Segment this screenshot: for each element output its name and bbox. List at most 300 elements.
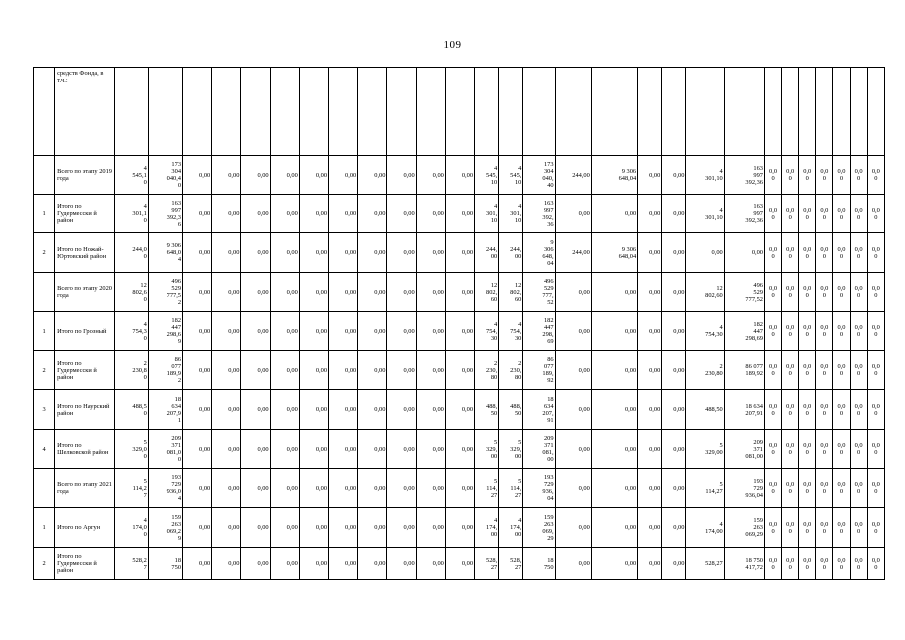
value-cell: 0,00 [591, 273, 637, 312]
value-cell: 0,00 [591, 390, 637, 430]
table-row [34, 469, 885, 508]
table-body [34, 68, 885, 580]
value-cell: 0,00 [183, 508, 212, 548]
value-cell: 0,00 [387, 469, 416, 508]
value-cell: 0,0 0 [799, 469, 816, 508]
row-name-cell: Итого по Грозный [55, 312, 114, 351]
value-cell: 5 329, 00 [475, 430, 499, 469]
value-cell: 4 174, 00 [499, 508, 523, 548]
value-cell: 0,00 [241, 548, 270, 580]
value-cell: 0,0 0 [867, 390, 884, 430]
value-cell: 0,0 0 [782, 469, 799, 508]
value-cell: 0,00 [638, 195, 662, 233]
value-cell: 4 174,00 [686, 508, 724, 548]
value-cell: 0,0 0 [867, 233, 884, 273]
value-cell: 0,00 [591, 548, 637, 580]
value-cell: 0,00 [358, 548, 387, 580]
table-row [34, 273, 885, 312]
value-cell: 0,0 0 [833, 156, 850, 195]
value-cell: 0,00 [591, 195, 637, 233]
value-cell: 0,0 0 [833, 273, 850, 312]
table-row [34, 508, 885, 548]
value-cell: 159 263 069, 29 [523, 508, 555, 548]
value-cell: 0,00 [662, 469, 686, 508]
value-cell: 0,0 0 [799, 548, 816, 580]
value-cell: 0,0 0 [816, 548, 833, 580]
value-cell: 244, 00 [499, 233, 523, 273]
row-number-cell: 1 [34, 195, 55, 233]
value-cell: 0,00 [329, 430, 358, 469]
value-cell: 4 174,0 0 [114, 508, 148, 548]
value-cell: 0,00 [358, 469, 387, 508]
value-cell: 0,0 0 [799, 508, 816, 548]
value-cell: 0,00 [212, 156, 241, 195]
value-cell: 0,0 0 [782, 548, 799, 580]
value-cell: 0,00 [555, 195, 591, 233]
value-cell: 0,0 0 [782, 390, 799, 430]
value-cell: 0,00 [329, 469, 358, 508]
value-cell: 0,0 0 [833, 312, 850, 351]
value-cell: 0,00 [662, 273, 686, 312]
value-cell: 0,00 [662, 156, 686, 195]
row-name-cell: Итого по Аргун [55, 508, 114, 548]
value-cell: 0,00 [299, 156, 328, 195]
row-number-cell: 2 [34, 233, 55, 273]
value-cell: 0,00 [638, 233, 662, 273]
value-cell: 0,00 [183, 430, 212, 469]
value-cell: 0,00 [662, 548, 686, 580]
row-name-cell: Итого по Наурский район [55, 390, 114, 430]
value-cell: 2 230,8 0 [114, 351, 148, 390]
value-cell: 0,00 [183, 273, 212, 312]
row-number-cell [34, 273, 55, 312]
value-cell: 0,00 [555, 390, 591, 430]
value-cell: 488, 50 [499, 390, 523, 430]
row-name-cell: Всего по этапу 2020 года [55, 273, 114, 312]
value-cell: 0,0 0 [833, 195, 850, 233]
value-cell: 4 754,30 [686, 312, 724, 351]
value-cell: 0,00 [270, 390, 299, 430]
row-name-cell: средств Фонда, в т.ч.: [55, 68, 114, 156]
value-cell: 4 301, 10 [499, 195, 523, 233]
value-cell: 0,0 0 [782, 351, 799, 390]
table-row-header [34, 68, 885, 156]
funding-table [33, 67, 885, 580]
value-cell: 0,00 [591, 312, 637, 351]
value-cell: 0,00 [445, 273, 474, 312]
value-cell: 4 754, 30 [499, 312, 523, 351]
value-cell: 0,0 0 [782, 508, 799, 548]
value-cell: 0,00 [387, 390, 416, 430]
page-number: 109 [443, 39, 462, 51]
value-cell: 0,00 [270, 508, 299, 548]
value-cell: 0,00 [555, 273, 591, 312]
value-cell: 4 545,1 0 [114, 156, 148, 195]
value-cell: 0,0 0 [850, 156, 867, 195]
row-number-cell: 2 [34, 548, 55, 580]
row-name-cell: Всего по этапу 2019 года [55, 156, 114, 195]
value-cell: 0,00 [387, 233, 416, 273]
row-number-cell: 4 [34, 430, 55, 469]
value-cell: 163 997 392,36 [724, 156, 764, 195]
value-cell: 0,0 0 [782, 233, 799, 273]
value-cell: 0,00 [212, 390, 241, 430]
value-cell: 193 729 936,04 [724, 469, 764, 508]
value-cell: 488, 50 [475, 390, 499, 430]
value-cell: 0,0 0 [765, 273, 782, 312]
value-cell: 0,0 0 [799, 233, 816, 273]
value-cell: 5 114,2 7 [114, 469, 148, 508]
value-cell: 0,00 [270, 273, 299, 312]
value-cell: 0,0 0 [867, 508, 884, 548]
value-cell: 0,00 [662, 233, 686, 273]
value-cell: 0,00 [416, 195, 445, 233]
value-cell: 2 230, 80 [499, 351, 523, 390]
value-cell: 0,0 0 [850, 548, 867, 580]
value-cell: 0,00 [212, 548, 241, 580]
value-cell: 0,00 [387, 430, 416, 469]
row-name-cell: Итого по Шелковской район [55, 430, 114, 469]
value-cell: 0,00 [299, 469, 328, 508]
value-cell: 0,0 0 [765, 390, 782, 430]
row-name-cell: Итого по Гудермесски й район [55, 351, 114, 390]
value-cell: 0,00 [358, 233, 387, 273]
value-cell: 0,0 0 [816, 273, 833, 312]
value-cell: 0,0 0 [782, 312, 799, 351]
value-cell: 163 997 392,36 [724, 195, 764, 233]
value-cell: 0,0 0 [816, 312, 833, 351]
value-cell: 0,00 [329, 508, 358, 548]
value-cell: 18 634 207, 91 [523, 390, 555, 430]
value-cell: 0,00 [416, 508, 445, 548]
value-cell: 4 754,3 0 [114, 312, 148, 351]
value-cell: 5 114,27 [686, 469, 724, 508]
value-cell: 0,00 [445, 430, 474, 469]
value-cell: 0,00 [329, 390, 358, 430]
value-cell: 0,00 [270, 548, 299, 580]
value-cell: 18 750 [148, 548, 182, 580]
value-cell: 0,00 [638, 351, 662, 390]
value-cell: 9 306 648,04 [591, 156, 637, 195]
value-cell: 0,0 0 [816, 430, 833, 469]
value-cell: 2 230,80 [686, 351, 724, 390]
value-cell: 0,00 [445, 195, 474, 233]
value-cell: 244,00 [555, 156, 591, 195]
value-cell: 0,0 0 [816, 390, 833, 430]
value-cell: 0,0 0 [765, 469, 782, 508]
value-cell: 0,00 [555, 430, 591, 469]
value-cell: 0,00 [212, 351, 241, 390]
value-cell: 0,00 [212, 469, 241, 508]
value-cell: 0,00 [445, 548, 474, 580]
value-cell: 0,00 [555, 508, 591, 548]
value-cell: 0,00 [387, 548, 416, 580]
value-cell: 244,00 [555, 233, 591, 273]
value-cell: 0,0 0 [850, 312, 867, 351]
value-cell: 0,00 [591, 508, 637, 548]
value-cell: 0,0 0 [867, 548, 884, 580]
value-cell: 0,00 [241, 430, 270, 469]
row-name-cell: Итого по Гудермесски й район [55, 548, 114, 580]
value-cell: 0,0 0 [816, 195, 833, 233]
value-cell: 193 729 936, 04 [523, 469, 555, 508]
value-cell: 0,00 [270, 469, 299, 508]
value-cell: 0,00 [183, 233, 212, 273]
value-cell: 0,00 [662, 508, 686, 548]
value-cell: 0,0 0 [782, 273, 799, 312]
table-row [34, 195, 885, 233]
value-cell: 0,00 [299, 351, 328, 390]
value-cell: 4 545, 10 [499, 156, 523, 195]
value-cell: 4 545, 10 [475, 156, 499, 195]
value-cell: 0,0 0 [850, 469, 867, 508]
value-cell: 5 329,00 [686, 430, 724, 469]
value-cell: 0,00 [299, 430, 328, 469]
value-cell: 0,0 0 [799, 273, 816, 312]
value-cell: 0,0 0 [850, 233, 867, 273]
value-cell: 182 447 298, 69 [523, 312, 555, 351]
value-cell: 0,0 0 [816, 469, 833, 508]
table-row [34, 548, 885, 580]
value-cell: 163 997 392, 36 [523, 195, 555, 233]
value-cell: 496 529 777, 52 [523, 273, 555, 312]
value-cell: 0,0 0 [782, 195, 799, 233]
value-cell: 0,00 [638, 508, 662, 548]
value-cell: 0,00 [358, 508, 387, 548]
value-cell: 0,0 0 [867, 156, 884, 195]
value-cell: 0,00 [662, 351, 686, 390]
value-cell: 0,00 [416, 430, 445, 469]
value-cell: 0,0 0 [850, 273, 867, 312]
value-cell: 0,00 [638, 312, 662, 351]
value-cell: 0,00 [662, 390, 686, 430]
value-cell: 0,00 [416, 351, 445, 390]
row-name-cell: Итого по Гудермесски й район [55, 195, 114, 233]
value-cell: 0,0 0 [833, 233, 850, 273]
value-cell: 488,5 0 [114, 390, 148, 430]
value-cell: 244, 00 [475, 233, 499, 273]
value-cell: 12 802,6 0 [114, 273, 148, 312]
value-cell: 0,00 [555, 312, 591, 351]
value-cell: 0,00 [329, 195, 358, 233]
value-cell: 0,00 [329, 548, 358, 580]
value-cell: 0,0 0 [799, 430, 816, 469]
value-cell: 0,0 0 [765, 156, 782, 195]
value-cell: 0,0 0 [765, 195, 782, 233]
value-cell: 0,00 [183, 312, 212, 351]
value-cell: 0,0 0 [833, 390, 850, 430]
value-cell: 0,00 [445, 469, 474, 508]
value-cell: 4 754, 30 [475, 312, 499, 351]
value-cell: 0,00 [638, 469, 662, 508]
table-row [34, 233, 885, 273]
value-cell: 0,0 0 [867, 469, 884, 508]
value-cell: 0,00 [270, 312, 299, 351]
value-cell: 0,0 0 [867, 195, 884, 233]
table-row [34, 312, 885, 351]
value-cell: 0,0 0 [833, 508, 850, 548]
value-cell: 0,00 [183, 351, 212, 390]
value-cell: 0,00 [638, 548, 662, 580]
value-cell: 0,0 0 [867, 351, 884, 390]
value-cell: 0,00 [299, 233, 328, 273]
value-cell: 0,00 [591, 351, 637, 390]
value-cell: 0,00 [183, 195, 212, 233]
value-cell: 5 329, 00 [499, 430, 523, 469]
value-cell: 0,0 0 [765, 548, 782, 580]
value-cell: 0,0 0 [765, 233, 782, 273]
value-cell: 0,0 0 [833, 351, 850, 390]
value-cell: 0,00 [358, 430, 387, 469]
value-cell: 0,00 [555, 469, 591, 508]
value-cell: 0,0 0 [867, 273, 884, 312]
value-cell: 0,0 0 [816, 508, 833, 548]
value-cell: 0,0 0 [765, 508, 782, 548]
value-cell: 0,0 0 [816, 156, 833, 195]
value-cell: 0,00 [591, 430, 637, 469]
value-cell: 0,00 [555, 548, 591, 580]
value-cell: 0,0 0 [816, 351, 833, 390]
value-cell: 0,00 [358, 273, 387, 312]
value-cell: 0,0 0 [765, 430, 782, 469]
value-cell: 0,00 [241, 508, 270, 548]
value-cell: 5 114, 27 [499, 469, 523, 508]
value-cell: 0,0 0 [799, 390, 816, 430]
value-cell: 0,00 [329, 351, 358, 390]
value-cell: 18 750 [523, 548, 555, 580]
table-row [34, 390, 885, 430]
row-number-cell [34, 156, 55, 195]
value-cell: 0,00 [445, 351, 474, 390]
value-cell: 0,0 0 [867, 430, 884, 469]
value-cell: 0,00 [241, 273, 270, 312]
value-cell: 0,00 [416, 233, 445, 273]
value-cell: 4 301,10 [686, 195, 724, 233]
value-cell: 86 077 189,92 [724, 351, 764, 390]
value-cell: 0,00 [387, 351, 416, 390]
value-cell: 2 230, 80 [475, 351, 499, 390]
value-cell: 0,00 [329, 273, 358, 312]
value-cell: 0,0 0 [782, 156, 799, 195]
value-cell: 0,0 0 [833, 548, 850, 580]
value-cell: 0,00 [241, 195, 270, 233]
value-cell: 12 802, 60 [499, 273, 523, 312]
value-cell: 0,00 [662, 312, 686, 351]
value-cell: 0,00 [724, 233, 764, 273]
row-name-cell: Итого по Ножай-Юртовский район [55, 233, 114, 273]
value-cell: 0,00 [662, 430, 686, 469]
value-cell: 0,00 [212, 312, 241, 351]
value-cell: 0,00 [638, 273, 662, 312]
value-cell: 182 447 298,6 9 [148, 312, 182, 351]
value-cell: 0,00 [358, 312, 387, 351]
value-cell: 0,00 [270, 195, 299, 233]
value-cell: 0,00 [212, 233, 241, 273]
value-cell: 0,00 [445, 156, 474, 195]
value-cell: 0,00 [183, 390, 212, 430]
value-cell: 163 997 392,3 6 [148, 195, 182, 233]
value-cell: 193 729 936,0 4 [148, 469, 182, 508]
value-cell: 0,00 [638, 430, 662, 469]
value-cell: 0,00 [638, 390, 662, 430]
value-cell: 0,00 [270, 233, 299, 273]
value-cell: 209 371 081,0 0 [148, 430, 182, 469]
value-cell: 0,00 [387, 273, 416, 312]
value-cell: 0,00 [445, 390, 474, 430]
value-cell: 0,0 0 [833, 469, 850, 508]
value-cell: 209 371 081, 00 [523, 430, 555, 469]
value-cell: 0,00 [591, 469, 637, 508]
value-cell: 0,00 [445, 233, 474, 273]
value-cell: 0,00 [416, 390, 445, 430]
value-cell: 0,0 0 [799, 195, 816, 233]
value-cell: 0,00 [387, 156, 416, 195]
value-cell: 0,00 [445, 508, 474, 548]
value-cell: 0,00 [241, 312, 270, 351]
value-cell: 0,0 0 [799, 156, 816, 195]
value-cell: 0,00 [299, 548, 328, 580]
value-cell: 0,0 0 [850, 508, 867, 548]
value-cell: 182 447 298,69 [724, 312, 764, 351]
value-cell: 0,00 [183, 548, 212, 580]
value-cell: 0,00 [358, 195, 387, 233]
value-cell: 496 529 777,52 [724, 273, 764, 312]
table-row [34, 156, 885, 195]
value-cell: 209 371 081,00 [724, 430, 764, 469]
value-cell: 0,00 [299, 312, 328, 351]
table-row [34, 351, 885, 390]
value-cell: 9 306 648, 04 [523, 233, 555, 273]
value-cell: 0,00 [270, 351, 299, 390]
row-name-cell: Всего по этапу 2021 года [55, 469, 114, 508]
value-cell: 0,00 [299, 273, 328, 312]
row-number-cell: 2 [34, 351, 55, 390]
value-cell: 4 301,10 [686, 156, 724, 195]
value-cell: 9 306 648,04 [591, 233, 637, 273]
value-cell: 12 802, 60 [475, 273, 499, 312]
value-cell: 159 263 069,29 [724, 508, 764, 548]
value-cell: 0,00 [329, 156, 358, 195]
value-cell: 0,0 0 [833, 430, 850, 469]
value-cell: 0,00 [416, 469, 445, 508]
value-cell: 0,00 [358, 351, 387, 390]
row-number-cell [34, 68, 55, 156]
value-cell: 4 174, 00 [475, 508, 499, 548]
row-number-cell: 1 [34, 508, 55, 548]
value-cell: 0,00 [212, 195, 241, 233]
value-cell: 0,00 [445, 312, 474, 351]
value-cell: 528, 27 [475, 548, 499, 580]
value-cell: 0,00 [212, 273, 241, 312]
value-cell: 0,0 0 [850, 430, 867, 469]
value-cell: 0,0 0 [850, 351, 867, 390]
value-cell: 0,00 [387, 508, 416, 548]
value-cell: 159 263 069,2 9 [148, 508, 182, 548]
value-cell: 5 329,0 0 [114, 430, 148, 469]
value-cell: 0,00 [387, 312, 416, 351]
value-cell: 0,00 [329, 312, 358, 351]
value-cell: 0,00 [358, 390, 387, 430]
value-cell: 0,00 [241, 351, 270, 390]
value-cell: 0,00 [241, 156, 270, 195]
value-cell: 18 750 417,72 [724, 548, 764, 580]
value-cell: 0,00 [638, 156, 662, 195]
table-row [34, 430, 885, 469]
value-cell: 0,00 [299, 508, 328, 548]
value-cell: 0,00 [358, 156, 387, 195]
value-cell: 0,00 [241, 233, 270, 273]
row-number-cell: 3 [34, 390, 55, 430]
